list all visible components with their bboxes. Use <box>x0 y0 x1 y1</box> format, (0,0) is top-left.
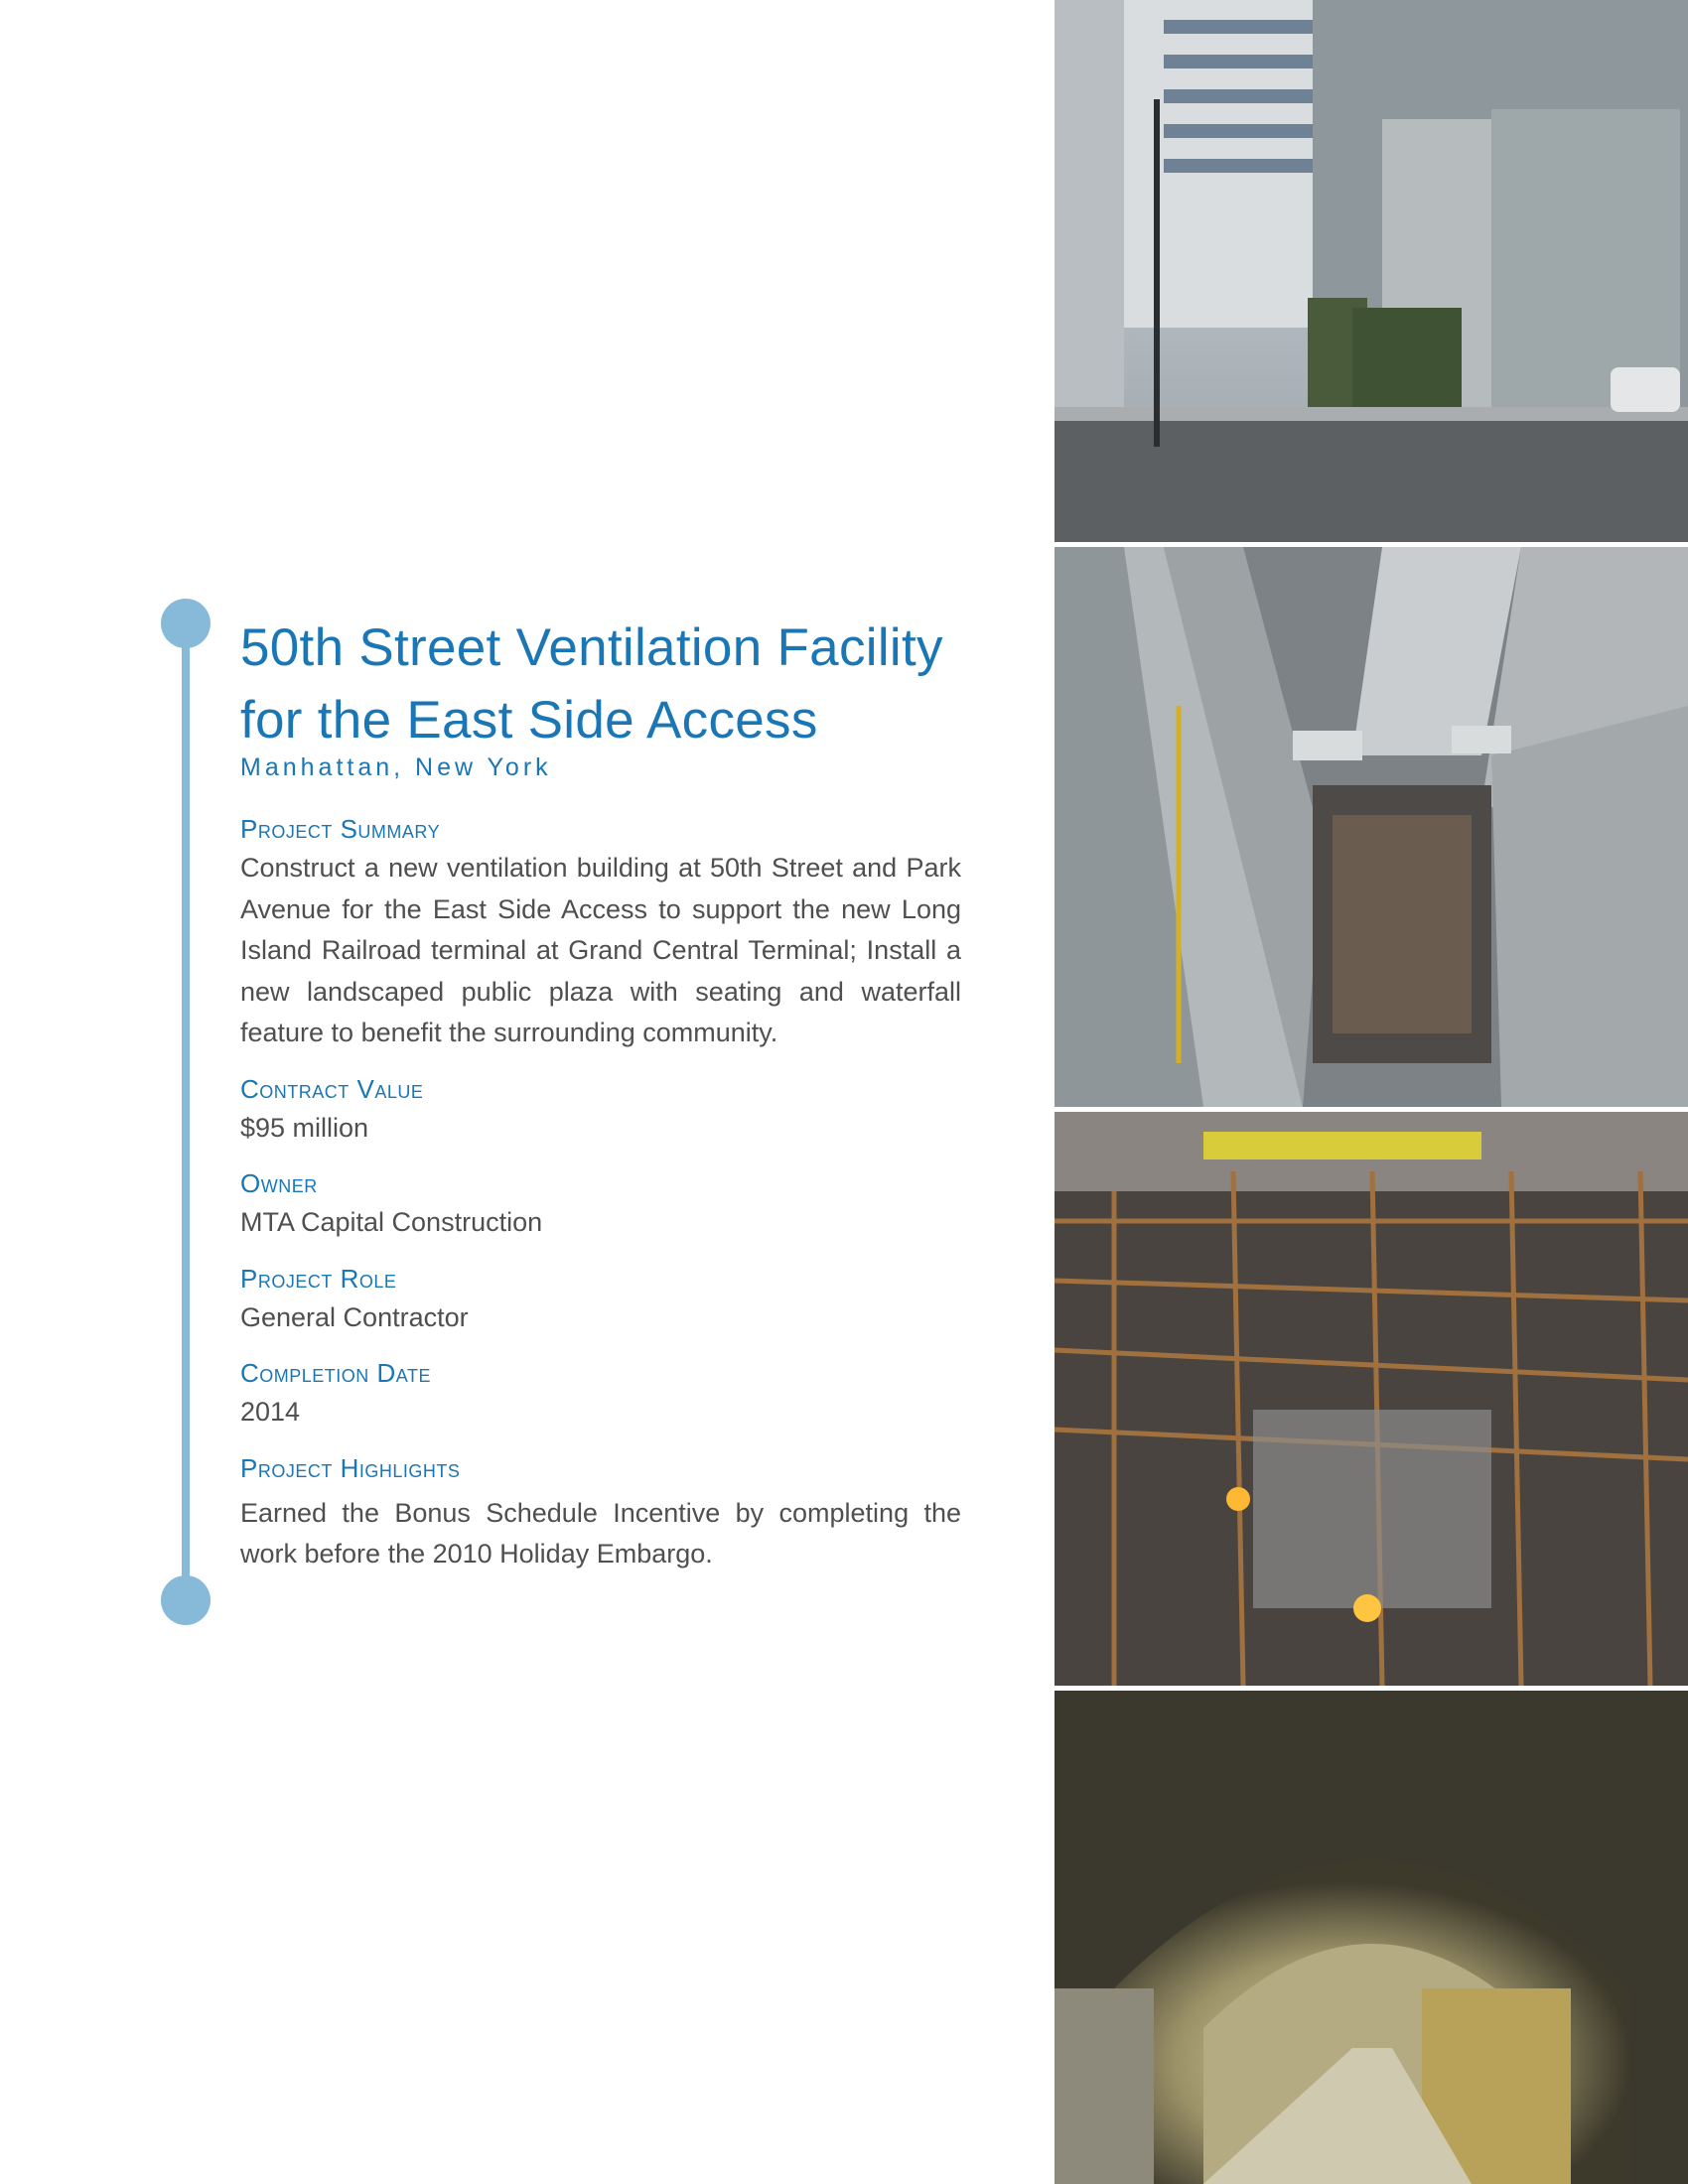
section-project-summary <box>240 812 961 1054</box>
section-contract-value <box>240 1072 961 1150</box>
section-heading: Project Role <box>240 1263 397 1294</box>
project-title-line-2: for the East Side Access <box>240 691 818 750</box>
section-heading: Completion Date <box>240 1358 431 1388</box>
section-body: MTA Capital Construction <box>240 1207 543 1237</box>
photo-tunnel-interior <box>1055 1691 1688 2184</box>
section-heading: Project Highlights <box>240 1452 461 1483</box>
project-title <box>240 612 961 756</box>
timeline-dot-top <box>161 599 211 648</box>
section-heading: Project Summary <box>240 814 441 844</box>
section-body: General Contractor <box>240 1301 469 1332</box>
section-body: $95 million <box>240 1112 369 1143</box>
section-project-highlights <box>240 1451 961 1575</box>
section-body: Construct a new ventilation building at 50th Street and Park Avenue for the East Side Access to support the new Long Island Railroad terminal at Grand Central Terminal; Install a new landscaped public plaza with seating and waterfall feature to benefit the surrounding community. <box>240 853 961 1047</box>
timeline-line <box>182 623 190 1598</box>
section-body: 2014 <box>240 1397 301 1427</box>
section-heading: Contract Value <box>240 1073 424 1104</box>
photo-building-exterior <box>1055 0 1688 542</box>
section-owner <box>240 1166 961 1244</box>
project-content <box>240 612 961 1575</box>
section-heading: Owner <box>240 1168 318 1198</box>
section-body: Earned the Bonus Schedule Incentive by completing the work before the 2010 Holiday Embargo. <box>240 1497 961 1569</box>
project-title-line-1: 50th Street Ventilation Facility <box>240 618 943 677</box>
photo-aerial-excavation <box>1055 547 1688 1107</box>
project-location: Manhattan, New York <box>240 753 552 781</box>
section-completion-date <box>240 1356 961 1433</box>
photo-scaffolding-construction <box>1055 1112 1688 1686</box>
section-project-role <box>240 1262 961 1339</box>
timeline-dot-bottom <box>161 1575 211 1625</box>
